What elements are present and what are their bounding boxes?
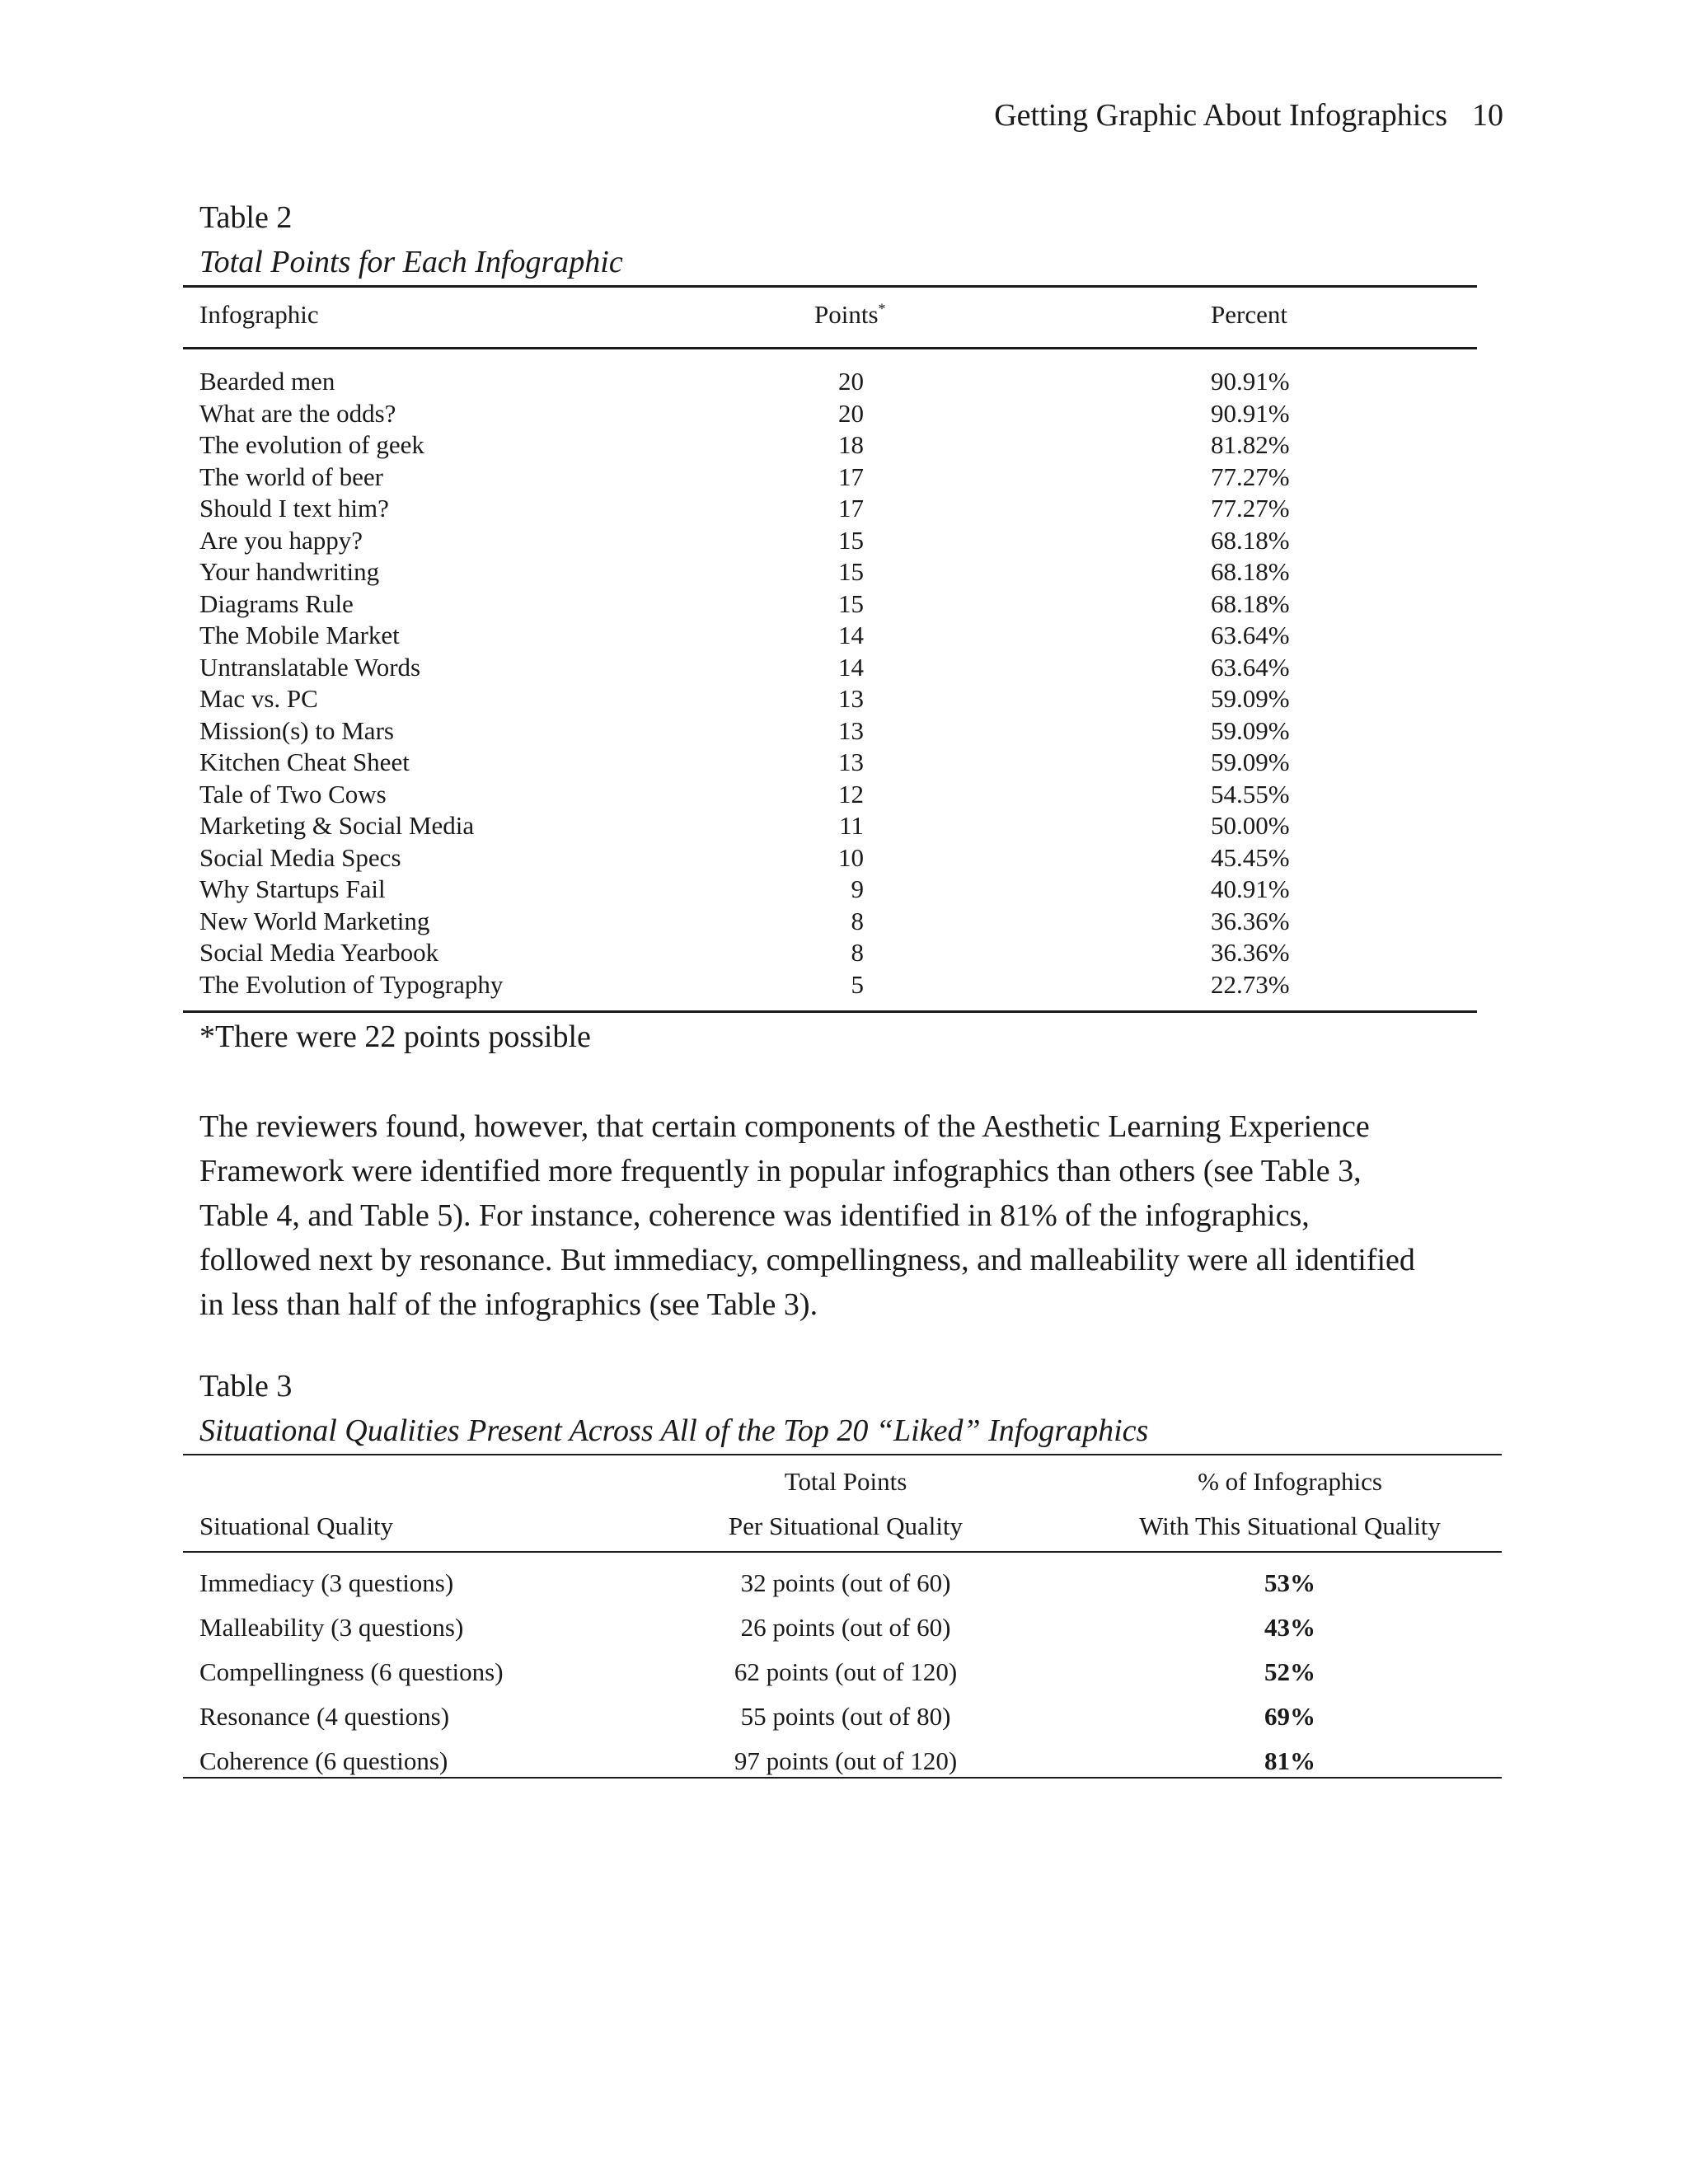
table-row <box>0 398 1688 430</box>
infographic-name: The Evolution of Typography <box>199 969 504 999</box>
infographic-percent: 45.45% <box>1211 842 1290 872</box>
infographic-name: Are you happy? <box>199 525 363 555</box>
infographic-points: 15 <box>838 525 864 555</box>
infographic-points: 15 <box>838 557 864 586</box>
infographic-name: The world of beer <box>199 462 383 491</box>
infographic-name: Tale of Two Cows <box>199 779 387 808</box>
infographic-percent: 63.64% <box>1211 621 1290 649</box>
infographic-percent: 59.09% <box>1211 684 1290 713</box>
table3-label: Table 3 <box>199 1369 293 1404</box>
table-row <box>0 969 1688 1001</box>
table-row <box>0 366 1688 398</box>
infographic-percent: 59.09% <box>1211 748 1290 776</box>
quality-points: 55 points (out of 80) <box>740 1702 951 1731</box>
table3-top-rule <box>183 1454 1502 1455</box>
infographic-name: Mission(s) to Mars <box>199 715 394 745</box>
paragraph-line: Framework were identified more frequently in popular infographics than others (see Table 3, <box>199 1154 1362 1188</box>
table-row <box>0 779 1688 811</box>
infographic-name: Bearded men <box>199 367 335 396</box>
table-row <box>0 937 1688 969</box>
table-row <box>0 683 1688 715</box>
table2-label: Table 2 <box>199 200 293 235</box>
table3-header-rule <box>183 1551 1502 1553</box>
infographic-name: Diagrams Rule <box>199 588 354 618</box>
quality-percent: 43% <box>1264 1613 1315 1642</box>
infographic-name: Kitchen Cheat Sheet <box>199 748 410 776</box>
infographic-percent: 63.64% <box>1211 652 1290 682</box>
paragraph-line: in less than half of the infographics (see Table 3). <box>199 1287 818 1322</box>
infographic-points: 14 <box>838 621 864 649</box>
infographic-name: Social Media Specs <box>199 842 401 872</box>
quality-percent: 52% <box>1264 1657 1315 1686</box>
infographic-percent: 68.18% <box>1211 525 1290 555</box>
infographic-points: 8 <box>851 906 864 935</box>
quality-points: 32 points (out of 60) <box>740 1568 951 1597</box>
quality-percent: 53% <box>1264 1568 1315 1597</box>
table-row <box>0 810 1688 842</box>
table3-bottom-rule <box>183 1777 1502 1779</box>
infographic-points: 15 <box>838 588 864 618</box>
table-row <box>0 588 1688 621</box>
table2-col-points: Points* <box>814 300 886 329</box>
table-row <box>0 429 1688 462</box>
infographic-points: 17 <box>838 462 864 491</box>
table-row <box>0 1605 1688 1650</box>
table-row <box>0 556 1688 588</box>
infographic-name: Your handwriting <box>199 557 380 586</box>
infographic-percent: 77.27% <box>1211 494 1290 523</box>
infographic-points: 13 <box>838 748 864 776</box>
table3-title: Situational Qualities Present Across All of the Top 20 “Liked” Infographics <box>199 1413 1149 1448</box>
infographic-points: 13 <box>838 684 864 713</box>
infographic-points: 9 <box>851 874 864 903</box>
quality-points: 26 points (out of 60) <box>740 1613 951 1642</box>
quality-percent: 69% <box>1264 1702 1315 1731</box>
quality-points: 62 points (out of 120) <box>734 1657 958 1686</box>
table2-footnote: *There were 22 points possible <box>199 1019 591 1054</box>
table-row <box>0 906 1688 938</box>
infographic-name: Should I text him? <box>199 494 389 523</box>
infographic-name: Marketing & Social Media <box>199 811 475 840</box>
infographic-name: The evolution of geek <box>199 430 424 459</box>
infographic-points: 8 <box>851 938 864 967</box>
infographic-points: 20 <box>838 398 864 428</box>
infographic-percent: 22.73% <box>1211 969 1290 999</box>
table-row <box>0 525 1688 557</box>
infographic-percent: 36.36% <box>1211 938 1290 967</box>
table2-header-rule <box>183 347 1477 349</box>
table2-points-footnote-mark: * <box>878 300 886 317</box>
infographic-percent: 77.27% <box>1211 462 1290 491</box>
infographic-percent: 50.00% <box>1211 811 1290 840</box>
table2-col-infographic: Infographic <box>199 300 319 329</box>
body-paragraph <box>199 1104 1518 1327</box>
table2-col-percent: Percent <box>1211 300 1287 329</box>
infographic-percent: 40.91% <box>1211 874 1290 903</box>
situational-quality: Immediacy (3 questions) <box>199 1568 454 1597</box>
paragraph-line: The reviewers found, however, that certain components of the Aesthetic Learning Experience <box>199 1109 1370 1144</box>
page-number: 10 <box>1472 98 1503 133</box>
infographic-name: Why Startups Fail <box>199 874 386 903</box>
table-row <box>0 620 1688 652</box>
quality-percent: 81% <box>1264 1746 1315 1775</box>
infographic-points: 13 <box>838 715 864 745</box>
infographic-percent: 36.36% <box>1211 906 1290 935</box>
infographic-name: Social Media Yearbook <box>199 938 439 967</box>
table-row <box>0 1650 1688 1694</box>
infographic-points: 17 <box>838 494 864 523</box>
table2-body <box>0 366 1688 1001</box>
table-row <box>0 493 1688 525</box>
running-title: Getting Graphic About Infographics <box>994 98 1447 133</box>
infographic-percent: 54.55% <box>1211 779 1290 808</box>
infographic-percent: 68.18% <box>1211 557 1290 586</box>
infographic-percent: 81.82% <box>1211 430 1290 459</box>
situational-quality: Resonance (4 questions) <box>199 1702 450 1731</box>
table-row <box>0 874 1688 906</box>
infographic-name: Untranslatable Words <box>199 652 421 682</box>
infographic-percent: 90.91% <box>1211 367 1290 396</box>
table3-col-quality: Situational Quality <box>199 1511 394 1540</box>
situational-quality: Coherence (6 questions) <box>199 1746 448 1775</box>
infographic-percent: 68.18% <box>1211 588 1290 618</box>
table3-col-percent-line2: With This Situational Quality <box>1139 1511 1441 1540</box>
quality-points: 97 points (out of 120) <box>734 1746 958 1775</box>
table-row <box>0 747 1688 779</box>
infographic-points: 5 <box>851 969 864 999</box>
infographic-points: 14 <box>838 652 864 682</box>
table-row <box>0 715 1688 748</box>
infographic-percent: 90.91% <box>1211 398 1290 428</box>
infographic-points: 10 <box>838 842 864 872</box>
infographic-percent: 59.09% <box>1211 715 1290 745</box>
paragraph-line: followed next by resonance. But immediacy, compellingness, and malleability were all identified <box>199 1243 1415 1277</box>
table3-col-points-line1: Total Points <box>784 1467 907 1496</box>
infographic-points: 18 <box>838 430 864 459</box>
infographic-points: 11 <box>839 811 864 840</box>
infographic-points: 20 <box>838 367 864 396</box>
infographic-points: 12 <box>838 779 864 808</box>
table-row <box>0 462 1688 494</box>
table-row <box>0 1694 1688 1739</box>
table-row <box>0 1561 1688 1605</box>
infographic-name: The Mobile Market <box>199 621 400 649</box>
table3-col-percent-line1: % of Infographics <box>1198 1467 1382 1496</box>
infographic-name: What are the odds? <box>199 398 396 428</box>
situational-quality: Compellingness (6 questions) <box>199 1657 504 1686</box>
table2-top-rule <box>183 285 1477 288</box>
table-row <box>0 842 1688 874</box>
situational-quality: Malleability (3 questions) <box>199 1613 464 1642</box>
table2-bottom-rule <box>183 1010 1477 1013</box>
infographic-name: New World Marketing <box>199 906 430 935</box>
paragraph-line: Table 4, and Table 5). For instance, coherence was identified in 81% of the infographics, <box>199 1198 1310 1233</box>
table2-title: Total Points for Each Infographic <box>199 245 623 279</box>
table-row <box>0 652 1688 684</box>
table3-col-points-line2: Per Situational Quality <box>728 1511 964 1540</box>
running-header <box>994 97 1503 134</box>
infographic-name: Mac vs. PC <box>199 684 318 713</box>
